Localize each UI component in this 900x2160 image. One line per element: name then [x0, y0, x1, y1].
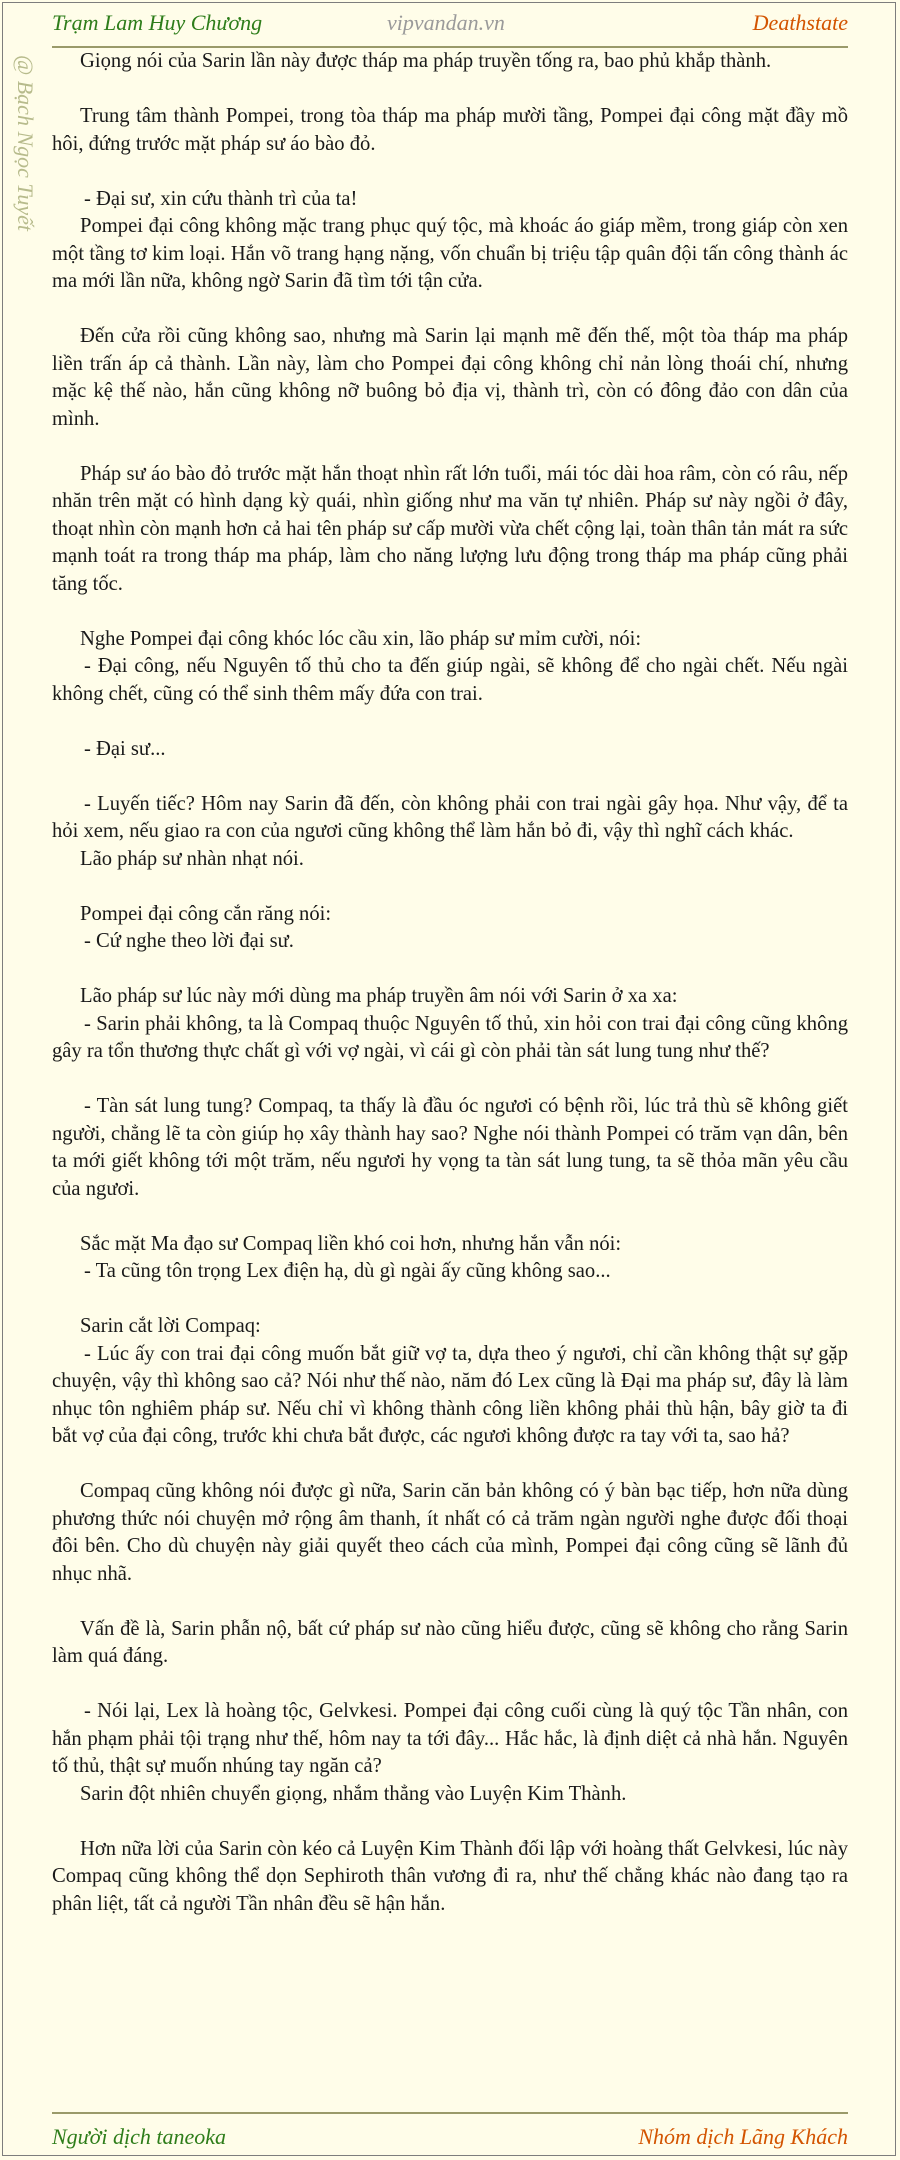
watermark-text: @ Bạch Ngọc Tuyết [13, 55, 38, 232]
dialogue-line: - Luyến tiếc? Hôm nay Sarin đã đến, còn không phải con trai ngài gây họa. Như vậy, để ta hỏi xem, nếu giao ra con của ngươi cũng không thể làm hắn bỏ đi, vậy thì nghĩ cách khác. [52, 792, 848, 842]
paragraph: Sarin đột nhiên chuyển giọng, nhắm thẳng vào Luyện Kim Thành. [80, 1782, 627, 1805]
dialogue-line: - Đại sư, xin cứu thành trì của ta! [84, 187, 358, 210]
page-footer [52, 2112, 848, 2160]
paragraph: Đến cửa rồi cũng không sao, nhưng mà Sarin lại mạnh mẽ đến thế, một tòa tháp ma pháp liền trấn áp cả thành. Lần này, làm cho Pompei đại công không chỉ nản lòng thoái chí, nhưng mặc kệ thế nào, hắn cũng không nỡ buông bỏ địa vị, thành trì, còn có đông đảo con dân của mình. [52, 325, 848, 430]
dialogue-line: - Tàn sát lung tung? Compaq, ta thấy là đầu óc ngươi có bệnh rồi, lúc trả thù sẽ không giết người, chẳng lẽ ta còn giúp họ xây thành hay sao? Nghe nói thành Pompei có trăm vạn dân, bên ta mới giết không tới một trăm, nếu ngươi hy vọng ta tàn sát lung tung, ta sẽ thỏa mãn yêu cầu của ngươi. [52, 1095, 848, 1200]
dialogue-line: - Đại công, nếu Nguyên tố thủ cho ta đến giúp ngài, sẽ không để cho ngài chết. Nếu ngài không chết, cũng có thể sinh thêm mấy đứa con trai. [52, 655, 848, 705]
paragraph: Giọng nói của Sarin lần này được tháp ma pháp truyền tống ra, bao phủ khắp thành. [80, 50, 772, 72]
dialogue-line: - Đại sư... [84, 737, 166, 760]
paragraph: Lão pháp sư lúc này mới dùng ma pháp truyền âm nói với Sarin ở xa xa: [80, 985, 678, 1007]
page-header [52, 0, 848, 48]
paragraph: Lão pháp sư nhàn nhạt nói. [80, 847, 304, 870]
dialogue-line: - Nói lại, Lex là hoàng tộc, Gelvkesi. Pompei đại công cuối cùng là quý tộc Tần nhân, con hắn phạm phải tội trạng như thế, hôm nay ta tới đây... Hắc hắc, là định diệt cả nhà hắn. Nguyên tố thủ, thật sự muốn nhúng tay ngăn cả? [52, 1700, 848, 1777]
paragraph: Sarin cắt lời Compaq: [80, 1315, 261, 1337]
paragraph: Nghe Pompei đại công khóc lóc cầu xin, lão pháp sư mỉm cười, nói: [80, 627, 642, 650]
paragraph: Sắc mặt Ma đạo sư Compaq liền khó coi hơn, nhưng hắn vẫn nói: [80, 1232, 622, 1255]
paragraph: Trung tâm thành Pompei, trong tòa tháp ma pháp mười tầng, Pompei đại công mặt đầy mồ hôi, đứng trước mặt pháp sư áo bào đỏ. [52, 105, 848, 155]
paragraph: Pháp sư áo bào đỏ trước mặt hắn thoạt nhìn rất lớn tuổi, mái tóc dài hoa râm, còn có râu, nếp nhăn trên mặt có hình dạng kỳ quái, nhìn giống như ma văn tự nhiên. Pháp sư này ngồi ở đây, thoạt nhìn còn mạnh hơn cả hai tên pháp sư cấp mười vừa chết cộng lại, toàn thân tản mát ra sức mạnh toát ra trong tháp ma pháp, làm cho năng lượng lưu động trong tháp ma pháp cũng phải tăng tốc. [52, 462, 848, 595]
paragraph: Hơn nữa lời của Sarin còn kéo cả Luyện Kim Thành đối lập với hoàng thất Gelvkesi, lúc này Compaq cũng không thể dọn Sephiroth thân vương đi ra, như thế chẳng khác nào đang tạo ra phân liệt, tất cả người Tần nhân đều sẽ hận hắn. [52, 1837, 848, 1915]
paragraph: Pompei đại công cắn răng nói: [80, 902, 332, 925]
header-author: Deathstate [752, 10, 848, 35]
chapter-body [52, 48, 848, 1918]
paragraph: Compaq cũng không nói được gì nữa, Sarin căn bản không có ý bàn bạc tiếp, hơn nữa dùng phương thức nói chuyện mở rộng âm thanh, ít nhất có cả trăm ngàn người nghe được đối thoại đôi bên. Cho dù chuyện này giải quyết theo cách của mình, Pompei đại công cũng sẽ lãnh đủ nhục nhã. [52, 1480, 848, 1585]
side-watermark [8, 55, 42, 265]
dialogue-line: - Lúc ấy con trai đại công muốn bắt giữ vợ ta, dựa theo ý ngươi, chỉ cần không thật sự gặp chuyện, vậy thì không sao cả? Nói như thế nào, năm đó Lex cũng là Đại ma pháp sư, đây là làm nhục tôn nghiêm pháp sư. Nếu chỉ vì không thành công liền không phải thù hận, bây giờ ta đi bắt vợ của đại công, trước khi chưa bắt được, các ngươi không được ra tay với ta, sao hả? [52, 1342, 848, 1447]
footer-group: Nhóm dịch Lãng Khách [638, 2124, 848, 2149]
header-site-name: vipvandan.vn [387, 10, 505, 35]
dialogue-line: - Cứ nghe theo lời đại sư. [84, 930, 294, 952]
dialogue-line: - Sarin phải không, ta là Compaq thuộc Nguyên tố thủ, xin hỏi con trai đại công cũng không gây ra tổn thương thực chất gì với vợ ngài, vì cái gì còn phải tàn sát lung tung như thế? [52, 1012, 848, 1062]
dialogue-line: - Ta cũng tôn trọng Lex điện hạ, dù gì ngài ấy cũng không sao... [84, 1260, 611, 1282]
footer-translator: Người dịch taneoka [52, 2124, 227, 2149]
paragraph: Vấn đề là, Sarin phẫn nộ, bất cứ pháp sư nào cũng hiểu được, cũng sẽ không cho rằng Sarin làm quá đáng. [52, 1617, 848, 1667]
header-book-title: Trạm Lam Huy Chương [52, 10, 263, 35]
paragraph: Pompei đại công không mặc trang phục quý tộc, mà khoác áo giáp mềm, trong giáp còn xen một tầng tơ kim loại. Hắn võ trang hạng nặng, vốn chuẩn bị triệu tập quân đội tấn công thành ác ma mới lần nữa, không ngờ Sarin đã tìm tới tận cửa. [52, 215, 848, 292]
